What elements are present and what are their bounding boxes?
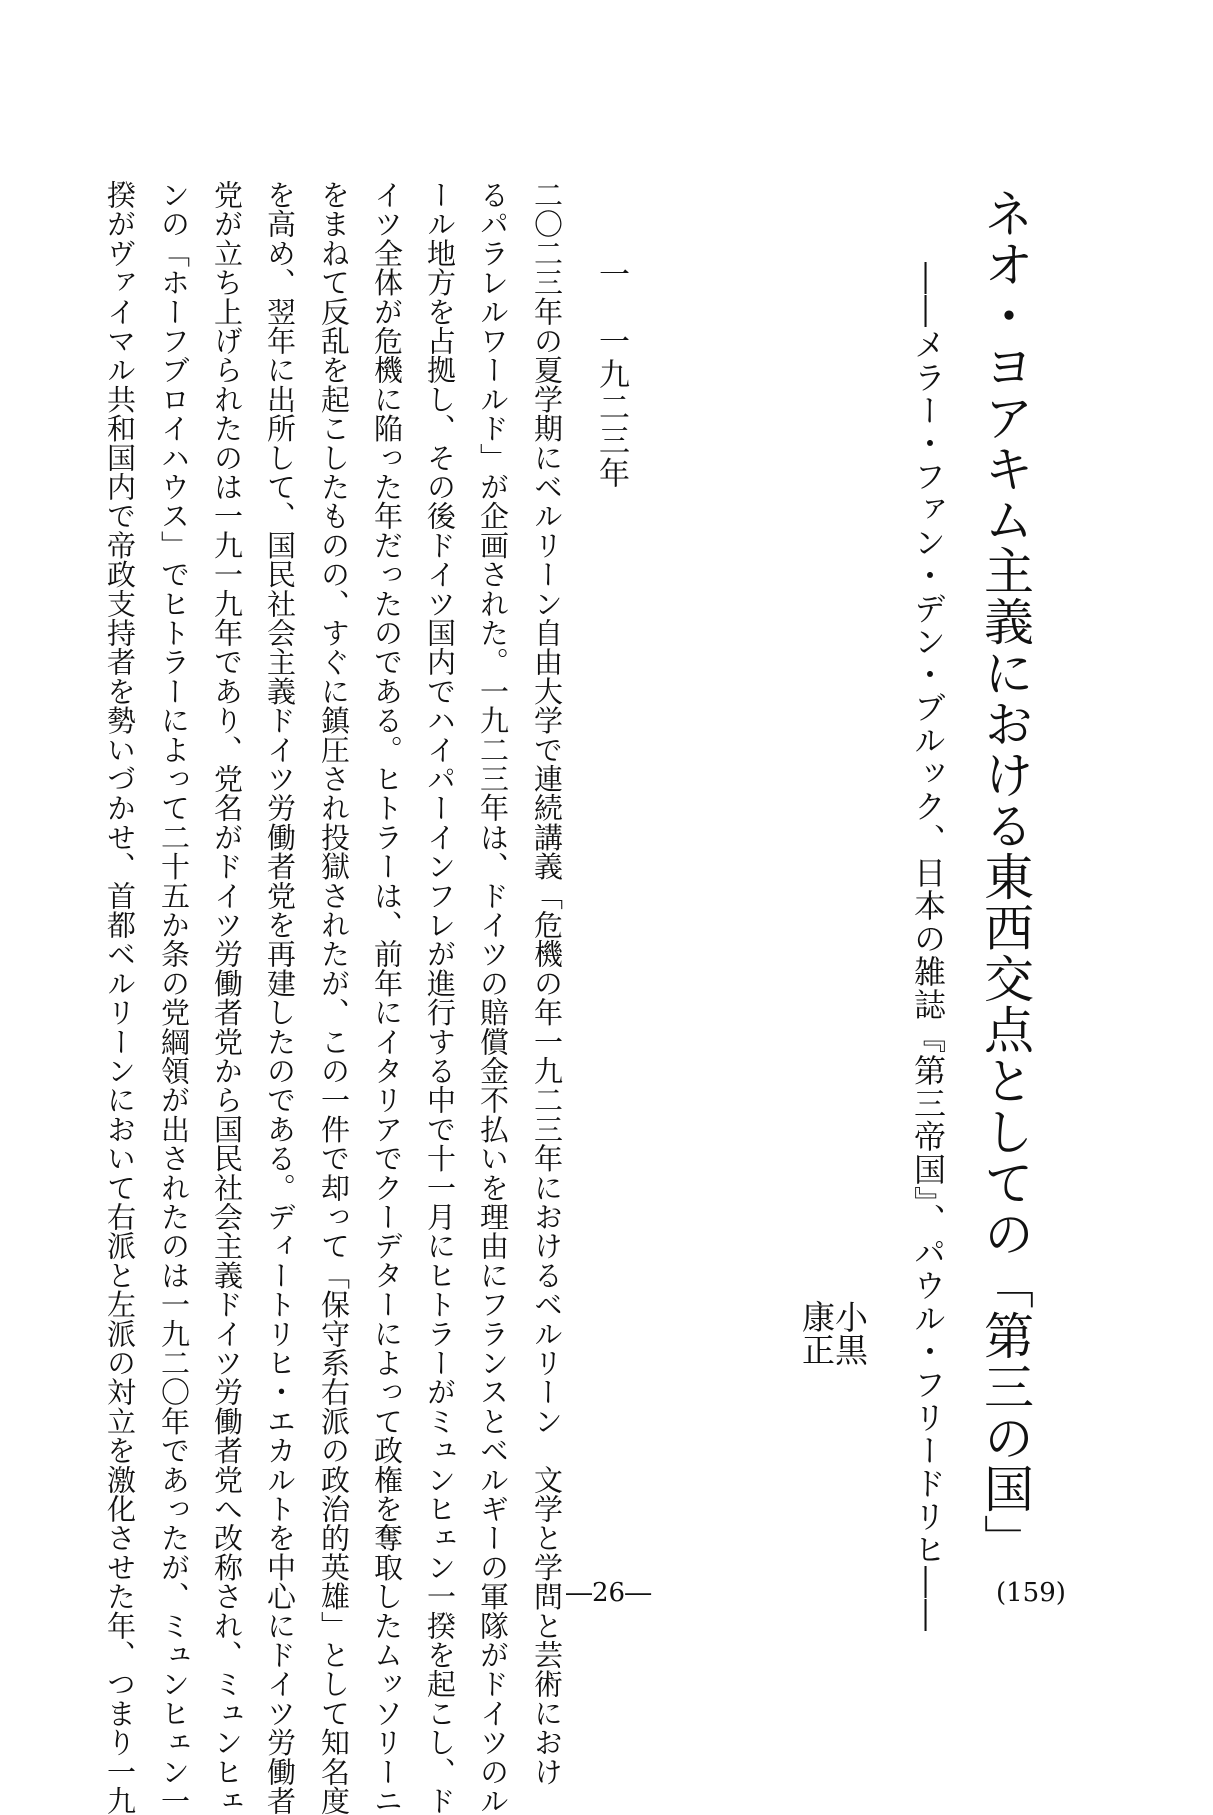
body-line: を高め、翌年に出所して、国民社会主義ドイツ労働者党を再建したのである。ディートリヒ・エカルトを中心にドイツ労働者 [263, 180, 297, 1815]
body-line: 党が立ち上げられたのは一九一九年であり、党名がドイツ労働者党から国民社会主義ドイツ労働者党へ改称され、ミュンヒェ [210, 180, 244, 1815]
body-line: 二〇二三年の夏学期にベルリーン自由大学で連続講義「危機の年一九二三年におけるベルリーン 文学と学問と芸術におけ [530, 180, 564, 1786]
page-number: ―26― [566, 1578, 652, 1608]
body-line: ンの「ホーフブロイハウス」でヒトラーによって二十五か条の党綱領が出されたのは一九二〇年であったが、ミュンヒェン一 [157, 180, 191, 1815]
section-heading [593, 258, 629, 490]
alt-page-number: (159) [996, 1578, 1066, 1608]
body-line: イツ全体が危機に陥った年だったのである。ヒトラーは、前年にイタリアでクーデターによって政権を奪取したムッソリーニ [370, 180, 404, 1815]
article-title: ネオ・ヨアキム主義における東西交点としての「第三の国」 [976, 188, 1034, 1565]
article-subtitle: ――メラー・ファン・デン・ブルック、日本の雑誌『第三帝国』、パウル・フリードリヒ―― [909, 262, 947, 1632]
author-given-name: 康正 [797, 1300, 836, 1366]
section-number: 一 [593, 258, 629, 291]
author-family-name: 小黒 [830, 1300, 869, 1366]
body-line: るパラレルワールド」が企画された。一九二三年は、ドイツの賠償金不払いを理由にフランスとベルギーの軍隊がドイツのル [476, 180, 510, 1815]
body-line: ール地方を占拠し、その後ドイツ国内でハイパーインフレが進行する中で十一月にヒトラーがミュンヒェン一揆を起こし、ド [423, 180, 457, 1815]
author-name [797, 1300, 869, 1366]
body-line: 揆がヴァイマル共和国内で帝政支持者を勢いづかせ、首都ベルリーンにおいて右派と左派の対立を激化させた年、つまり一九 [103, 180, 137, 1815]
section-title: 一九二三年 [593, 325, 629, 490]
body-line: をまねて反乱を起こしたものの、すぐに鎮圧され投獄されたが、この一件で却って「保守系右派の政治的英雄」として知名度 [317, 180, 351, 1815]
